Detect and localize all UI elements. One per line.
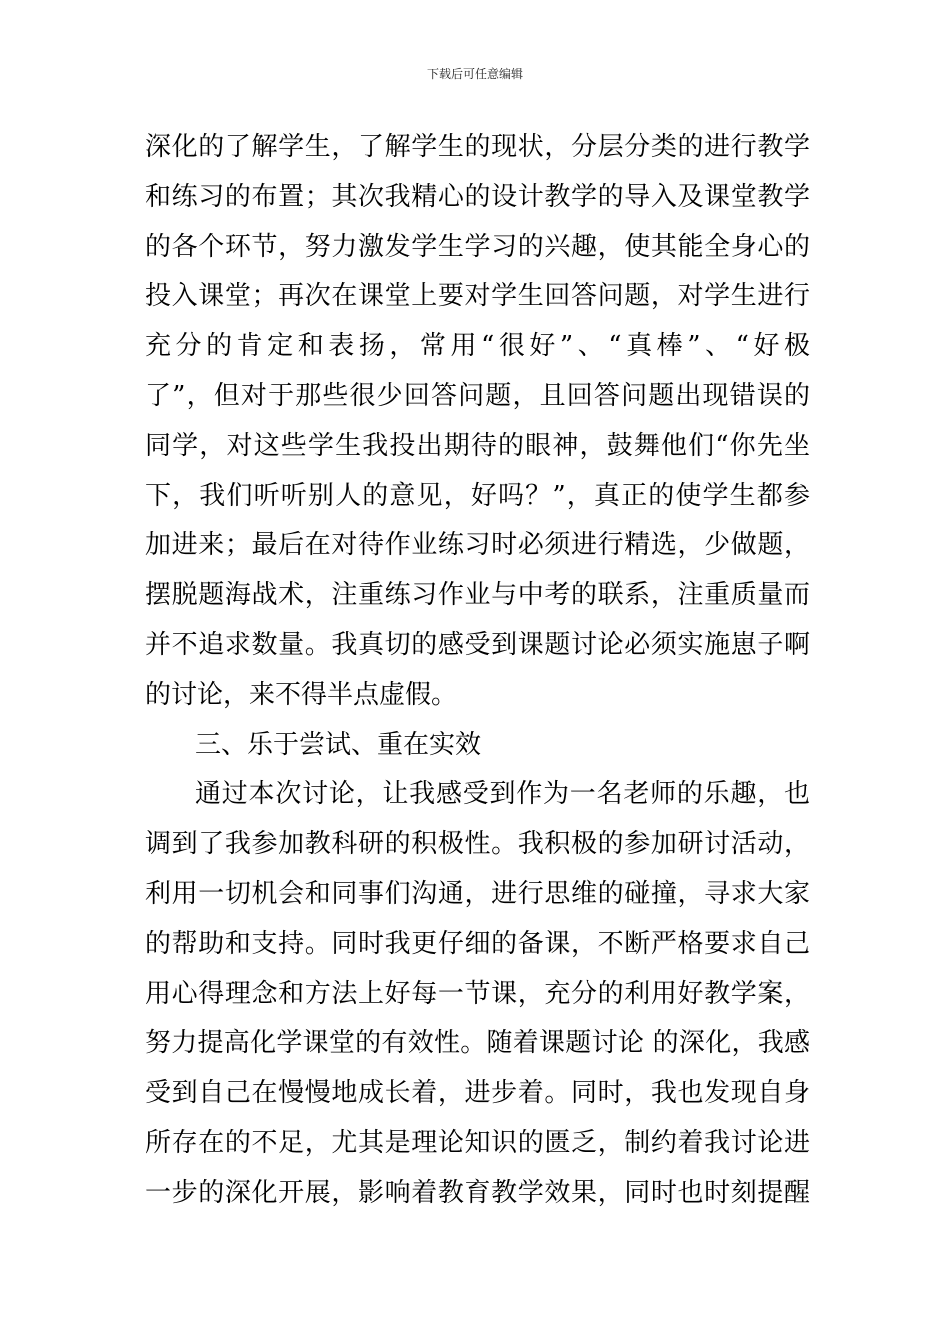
text-line: 利用一切机会和同事们沟通，进行思维的碰撞，寻求大家 [145,878,810,909]
text-line: 深化的了解学生，了解学生的现状，分层分类的进行教学 [145,132,810,162]
text-line: 的帮助和支持。同时我更仔细的备课，不断严格要求自己 [145,928,810,959]
text-line: 充分的肯定和表扬，常用“很好”、“真棒”、“好极 [145,331,810,362]
text-line: 了”，但对于那些很少回答问题，且回答问题出现错误的 [145,380,810,411]
text-line: 用心得理念和方法上好每一节课，充分的利用好教学案， [145,978,810,1009]
text-line: 努力提高化学课堂的有效性。随着课题讨论 的深化，我感 [145,1028,810,1059]
text-line: 投入课堂；再次在课堂上要对学生回答问题，对学生进行 [145,281,810,312]
text-line: 同学，对这些学生我投出期待的眼神，鼓舞他们“你先坐 [145,430,810,461]
text-line: 的讨论，来不得半点虚假。 [145,679,458,710]
text-line: 受到自己在慢慢地成长着，进步着。同时，我也发现自身 [145,1078,810,1109]
text-line: 通过本次讨论，让我感受到作为一名老师的乐趣，也 [195,779,810,810]
text-line: 调到了我参加教科研的积极性。我积极的参加研讨活动， [145,829,810,860]
page-header: 下载后可任意编辑 [426,67,523,81]
text-line: 一步的深化开展，影响着教育教学效果，同时也时刻提醒 [145,1177,810,1208]
text-line: 的各个环节，努力激发学生学习的兴趣，使其能全身心的 [145,231,810,262]
document-body [145,123,810,1219]
text-line: 下，我们听听别人的意见，好吗？”，真正的使学生都参 [145,480,810,511]
text-line: 三、乐于尝试、重在实效 [195,729,482,760]
text-line: 并不追求数量。我真切的感受到课题讨论必须实施崽子啊 [145,629,810,660]
text-line: 摆脱题海战术，注重练习作业与中考的联系，注重质量而 [145,580,810,611]
text-line: 和练习的布置；其次我精心的设计教学的导入及课堂教学 [145,181,810,212]
text-line: 加进来；最后在对待作业练习时必须进行精选，少做题， [145,530,810,561]
text-line: 所存在的不足，尤其是理论知识的匮乏，制约着我讨论进 [145,1127,810,1158]
